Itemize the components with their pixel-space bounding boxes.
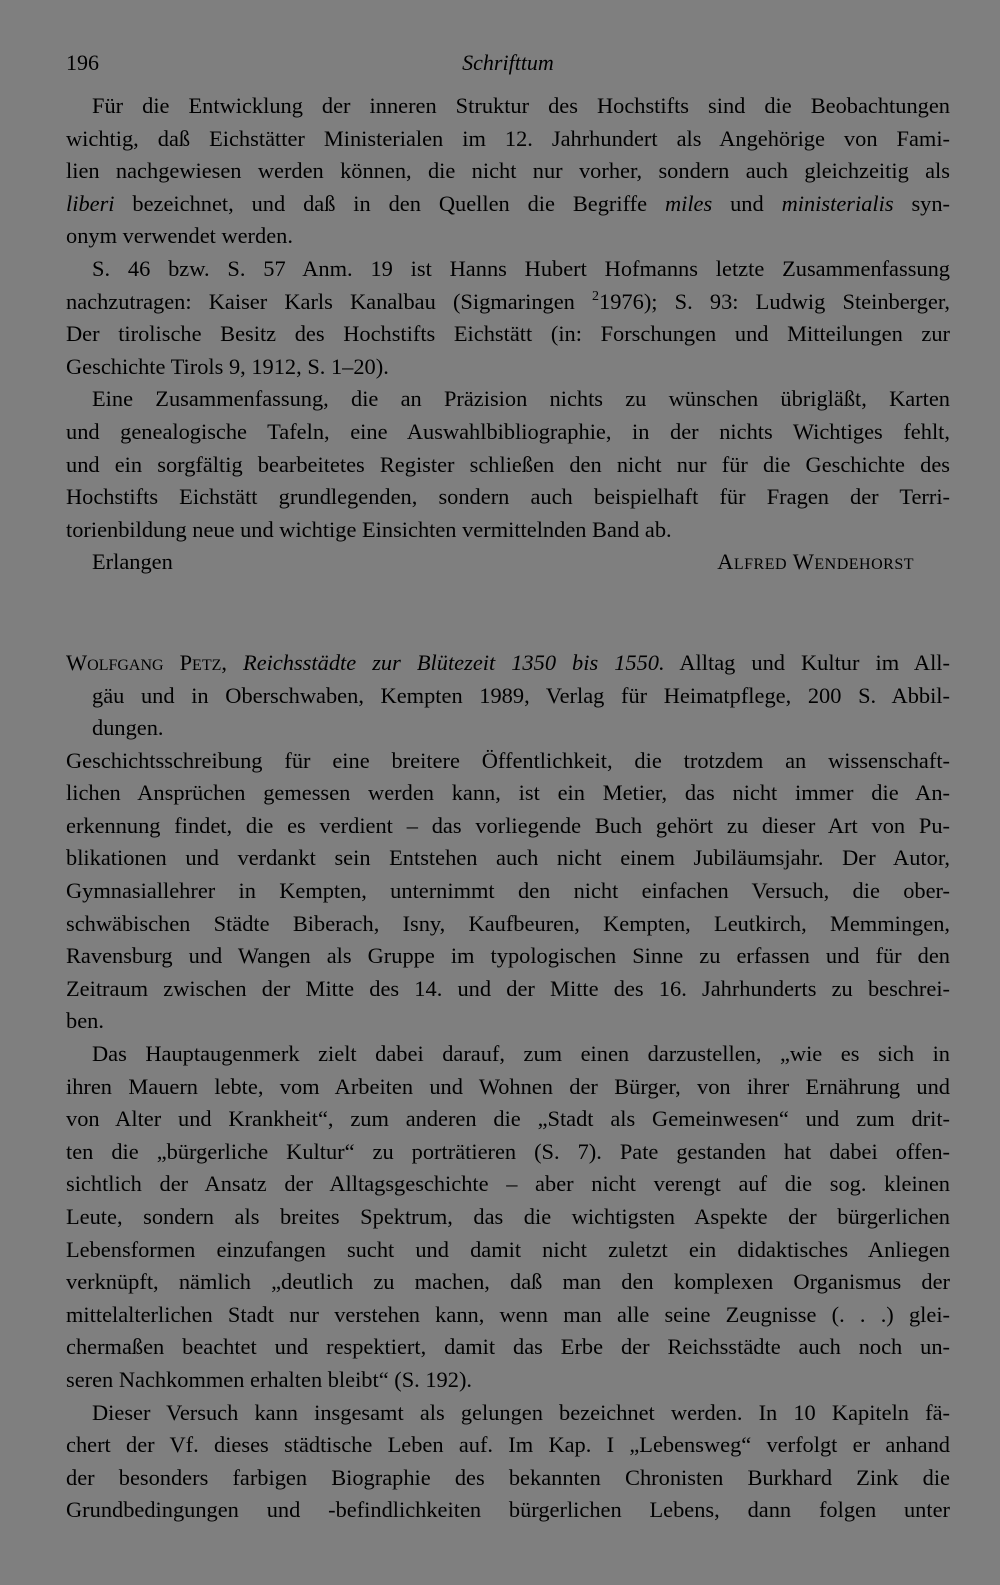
review-2-paragraph-3 (66, 1397, 950, 1527)
bibliography-line (66, 647, 950, 680)
text-line: liberi bezeichnet, und daß in den Quellen die Begriffe miles und ministerialis syn- (66, 190, 950, 216)
text-line: und ein sorgfältig bearbeitetes Register schließen den nicht nur für die Geschichte des (66, 451, 950, 477)
text-line: Für die Entwicklung der inneren Struktur des Hochstifts sind die Beobachtungen (92, 93, 950, 118)
text-line: Der tirolische Besitz des Hochstifts Eichstätt (in: Forschungen und Mitteilungen zur (66, 321, 950, 347)
text-line: wichtig, daß Eichstätter Ministerialen im 12. Jahrhundert als Angehörige von Fami- (66, 125, 950, 151)
text-line: S. 46 bzw. S. 57 Anm. 19 ist Hanns Hubert Hofmanns letzte Zusammenfassung (92, 255, 950, 281)
text-line: verknüpft, nämlich „deutlich zu machen, daß man den komplexen Organismus der (66, 1269, 950, 1295)
text-line: seren Nachkommen erhalten bleibt“ (S. 192). (66, 1366, 473, 1392)
text-line: der besonders farbigen Biographie des bekannten Chronisten Burkhard Zink die (66, 1464, 950, 1490)
text-line: Grundbedingungen und -befindlichkeiten bürgerlichen Lebens, dann folgen unter (66, 1497, 950, 1523)
text-line: onym verwendet werden. (66, 223, 293, 249)
reviewed-title: Reichsstädte zur Blütezeit 1350 bis 1550. (243, 649, 665, 675)
text-line: lien nachgewiesen werden können, die nicht nur vorher, sondern auch gleichzeitig als (66, 158, 950, 184)
text-line: Lebensformen einzufangen sucht und damit nicht zuletzt ein didaktisches Anliegen (66, 1236, 950, 1262)
edition-superscript: 2 (592, 288, 600, 304)
text-segment: Alltag und Kultur im All- (679, 649, 950, 675)
running-head (66, 50, 950, 90)
text-segment: 1976); S. 93: Ludwig Steinberger, (599, 288, 950, 314)
italic-term-ministerialis: ministerialis (781, 190, 894, 216)
text-line: Das Hauptaugenmerk zielt dabei darauf, zum einen darzustellen, „wie es sich in (92, 1041, 950, 1067)
text-line: blikationen und verdankt sein Entstehen auch nicht einem Jubiläumsjahr. Der Autor, (66, 845, 950, 871)
bibliography-line: dungen. (92, 715, 164, 741)
text-line: torienbildung neue und wichtige Einsichten vermittelnden Band ab. (66, 516, 672, 542)
text-segment: nachzutragen: Kaiser Karls Kanalbau (Sigmaringen (66, 288, 593, 314)
running-title: Schrifttum (462, 50, 554, 75)
review-1-paragraph-3 (66, 383, 950, 546)
reviewed-author: Wolfgang Petz, (66, 649, 227, 675)
italic-term-liberi: liberi (66, 190, 115, 216)
signature-name: Alfred Wendehorst (717, 549, 914, 575)
review-1-paragraph-2 (66, 253, 950, 383)
review-2-paragraph-1 (66, 745, 950, 1038)
text-line: Hochstifts Eichstätt grundlegenden, sondern auch beispielhaft für Fragen der Terri- (66, 484, 950, 510)
text-line: lichen Ansprüchen gemessen werden kann, ist ein Metier, das nicht immer die An- (66, 780, 950, 806)
review-1-paragraph-1 (66, 90, 950, 253)
page-number: 196 (66, 50, 99, 75)
review-1-signature (66, 546, 950, 579)
text-line: Geschichte Tirols 9, 1912, S. 1–20). (66, 353, 389, 379)
text-line: ten die „bürgerliche Kultur“ zu porträtieren (S. 7). Pate gestanden hat dabei offen- (66, 1138, 950, 1164)
text-line: Geschichtsschreibung für eine breitere Öffentlichkeit, die trotzdem an wissenschaft- (66, 747, 950, 773)
text-line: chermaßen beachtet und respektiert, damit das Erbe der Reichsstädte auch noch un- (66, 1334, 950, 1360)
text-line: Gymnasiallehrer in Kempten, unternimmt den nicht einfachen Versuch, die ober- (66, 878, 950, 904)
text-line: von Alter und Krankheit“, zum anderen die „Stadt als Gemeinwesen“ und zum drit- (66, 1106, 950, 1132)
bibliography-line: gäu und in Oberschwaben, Kempten 1989, Verlag für Heimatpflege, 200 S. Abbil- (92, 682, 950, 708)
text-line: Zeitraum zwischen der Mitte des 14. und der Mitte des 16. Jahrhunderts zu beschrei- (66, 975, 950, 1001)
text-line (66, 286, 950, 319)
review-2-paragraph-2 (66, 1038, 950, 1397)
italic-term-miles: miles (664, 190, 713, 216)
text-line: Eine Zusammenfassung, die an Präzision nichts zu wünschen übrigläßt, Karten (92, 386, 950, 412)
review-2-bibliography (66, 647, 950, 745)
text-line: erkennung findet, die es verdient – das vorliegende Buch gehört zu dieser Art von Pu- (66, 812, 950, 838)
text-line: schwäbischen Städte Biberach, Isny, Kaufbeuren, Kempten, Leutkirch, Memmingen, (66, 910, 950, 936)
text-line: und genealogische Tafeln, eine Auswahlbibliographie, in der nichts Wichtiges fehlt, (66, 418, 950, 444)
signature-place: Erlangen (92, 549, 173, 575)
text-line: ihren Mauern lebte, vom Arbeiten und Wohnen der Bürger, von ihrer Ernährung und (66, 1073, 950, 1099)
text-line: Dieser Versuch kann insgesamt als gelungen bezeichnet werden. In 10 Kapiteln fä- (92, 1399, 950, 1425)
text-line: Leute, sondern als breites Spektrum, das die wichtigsten Aspekte der bürgerlichen (66, 1204, 950, 1229)
text-line: mittelalterlichen Stadt nur verstehen kann, wenn man alle seine Zeugnisse (. . .) glei- (66, 1301, 950, 1327)
text-line: chert der Vf. dieses städtische Leben auf. Im Kap. I „Lebensweg“ verfolgt er anhand (66, 1432, 950, 1458)
text-line: Ravensburg und Wangen als Gruppe im typologischen Sinne zu erfassen und für den (66, 943, 950, 969)
text-line: sichtlich der Ansatz der Alltagsgeschichte – aber nicht verengt auf die sog. kleinen (66, 1171, 950, 1197)
text-line: ben. (66, 1008, 104, 1034)
document-page (66, 50, 950, 1527)
